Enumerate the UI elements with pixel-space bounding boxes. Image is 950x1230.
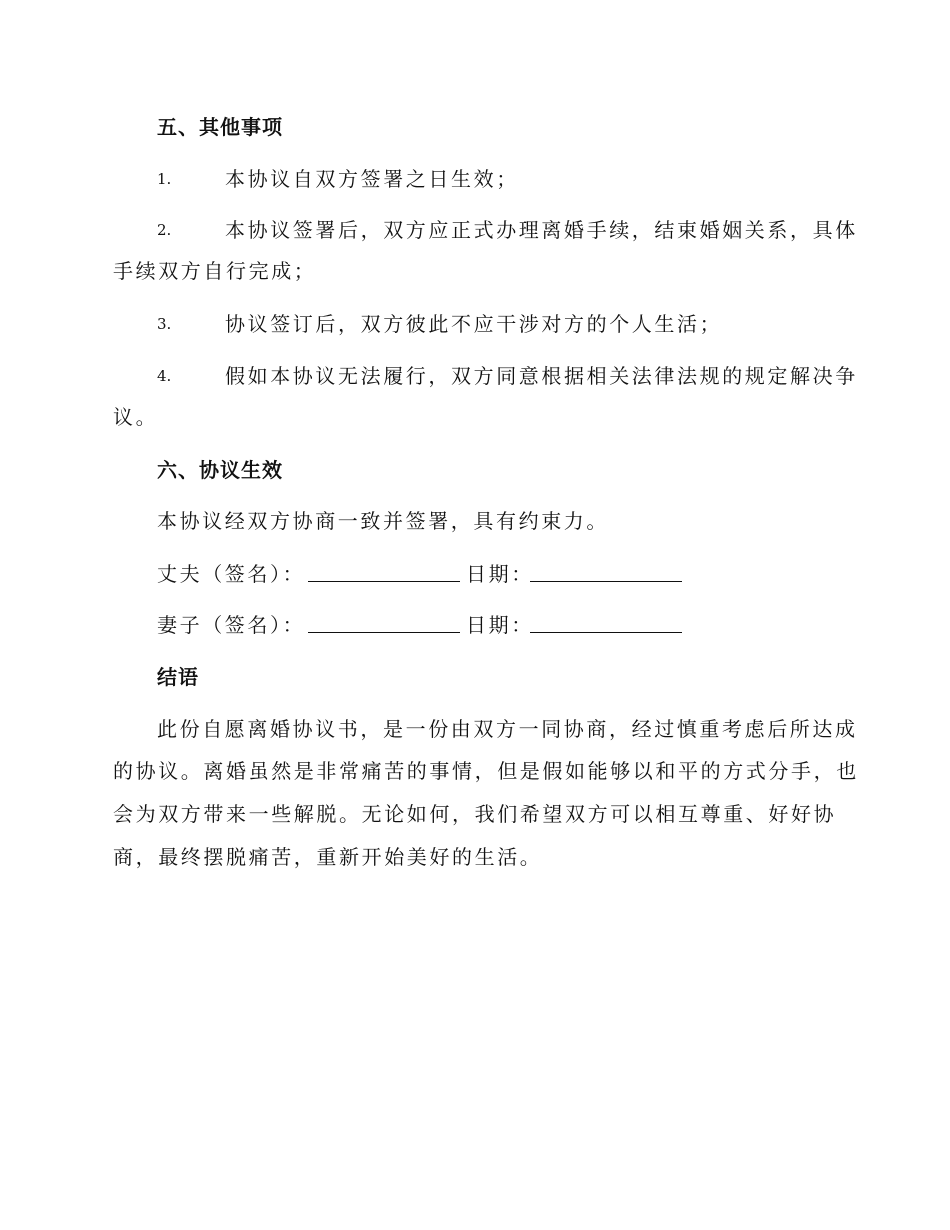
husband-signature-label: 丈夫（签名）：	[157, 562, 306, 586]
list-item-number: 2.	[157, 221, 172, 239]
paragraph-line	[0, 842, 950, 872]
husband-signature-blank	[308, 559, 460, 582]
conclusion-text: 此份自愿离婚协议书，是一份由双方一同协商，经过慎重考虑后所达成	[157, 717, 858, 741]
wife-date-blank	[530, 610, 682, 633]
list-item-text: 协议签订后，双方彼此不应干涉对方的个人生活；	[225, 312, 723, 336]
section-heading-conclusion: 结语	[157, 665, 199, 689]
list-item-text: 本协议自双方签署之日生效；	[225, 167, 519, 191]
list-item	[0, 361, 950, 391]
list-item-text: 手续双方自行完成；	[113, 259, 317, 283]
conclusion-text: 商，最终摆脱痛苦，重新开始美好的生活。	[113, 845, 543, 869]
conclusion-text: 的协议。离婚虽然是非常痛苦的事情，但是假如能够以和平的方式分手，也	[113, 759, 859, 783]
paragraph-line	[0, 799, 950, 829]
paragraph-line	[0, 714, 950, 744]
list-item	[0, 215, 950, 245]
list-item-text: 假如本协议无法履行，双方同意根据相关法律法规的规定解决争	[225, 364, 858, 388]
list-item	[0, 309, 950, 339]
wife-signature-blank	[308, 610, 460, 633]
husband-signature-row	[0, 559, 950, 589]
list-item-number: 1.	[157, 170, 172, 188]
husband-date-label: 日期：	[466, 562, 534, 586]
list-item-number: 3.	[157, 315, 172, 333]
paragraph-line	[0, 756, 950, 786]
list-item-number: 4.	[157, 367, 172, 385]
list-item-continuation	[0, 256, 950, 286]
list-item-continuation	[0, 402, 950, 432]
wife-date-label: 日期：	[466, 613, 534, 637]
list-item	[0, 164, 950, 194]
husband-date-blank	[530, 559, 682, 582]
section-heading-other-matters: 五、其他事项	[157, 115, 283, 139]
effectiveness-text: 本协议经双方协商一致并签署，具有约束力。	[157, 509, 609, 533]
list-item-text: 议。	[113, 405, 159, 429]
section-heading-effectiveness: 六、协议生效	[157, 458, 283, 482]
wife-signature-row	[0, 610, 950, 640]
wife-signature-label: 妻子（签名）：	[157, 613, 306, 637]
list-item-text: 本协议签署后，双方应正式办理离婚手续，结束婚姻关系，具体	[225, 218, 858, 242]
conclusion-text: 会为双方带来一些解脱。无论如何，我们希望双方可以相互尊重、好好协	[113, 802, 837, 826]
paragraph	[0, 506, 950, 536]
